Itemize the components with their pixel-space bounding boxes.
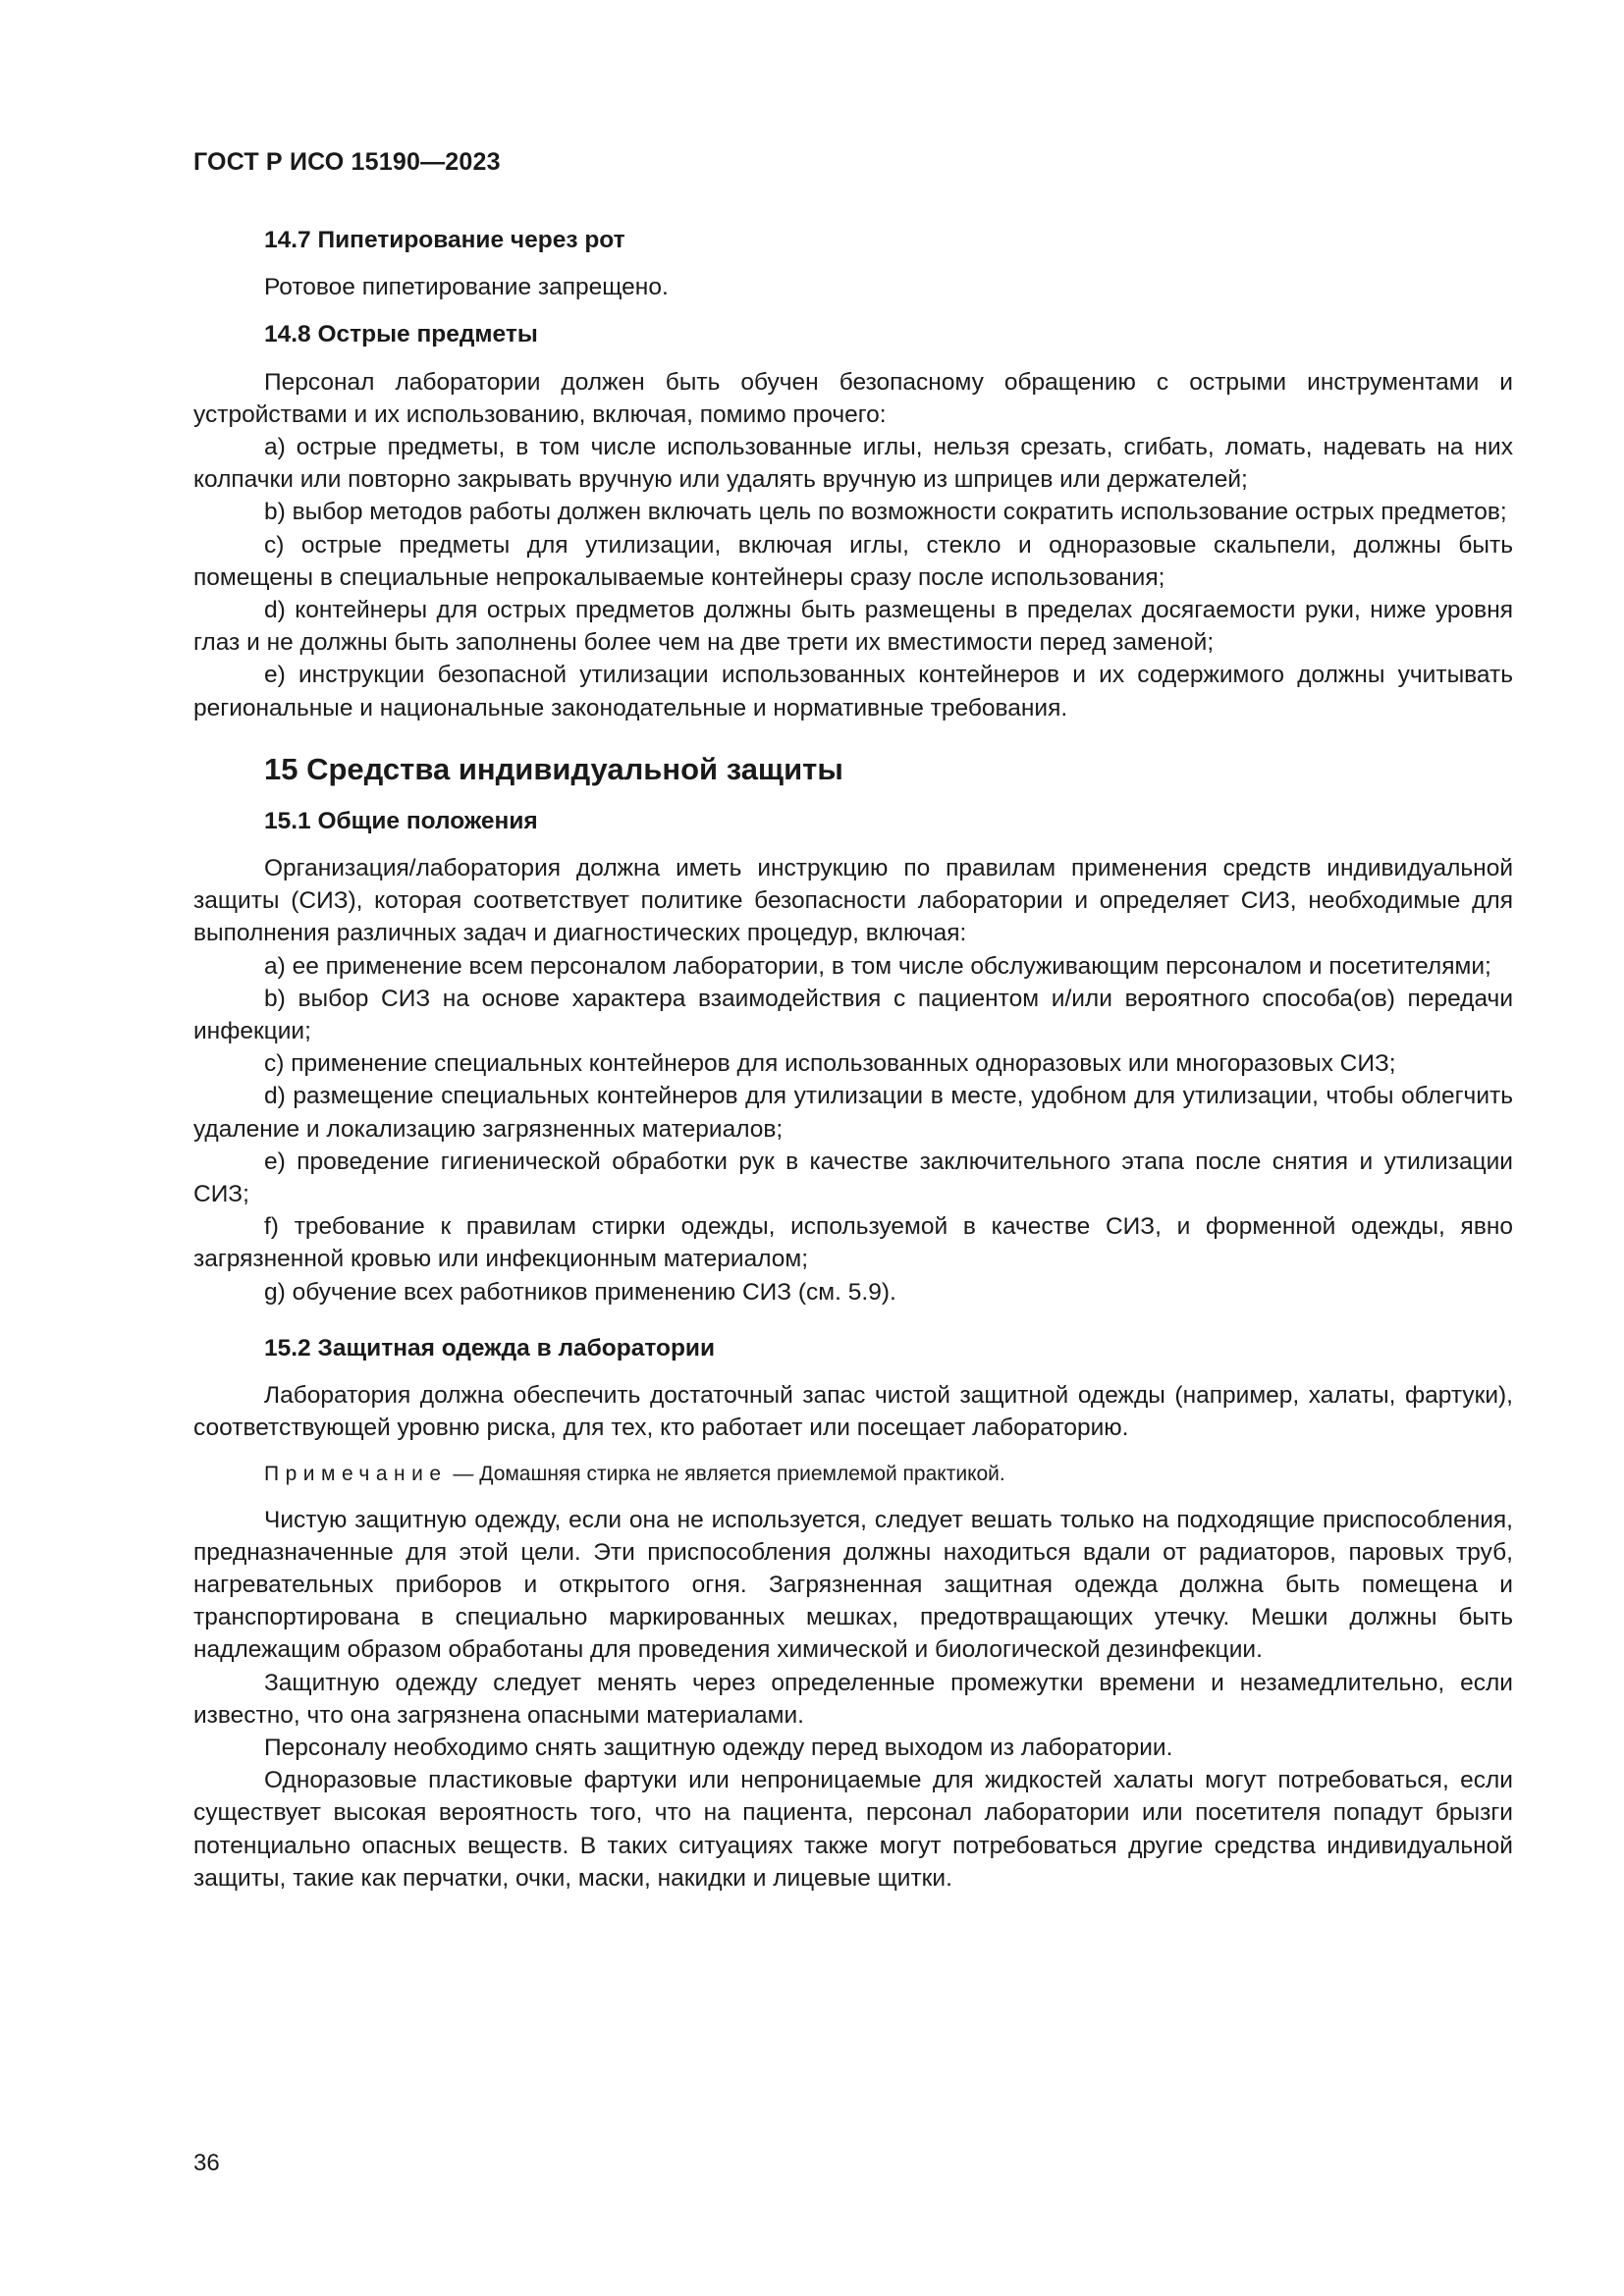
section-15-1-intro: Организация/лаборатория должна иметь инструкцию по правилам применения средств индивидуальной защиты (СИЗ), которая соответствует политике безопасности лаборатории и определяет СИЗ, необходимые для выполнения различных задач и диагностических процедур, включая: [193,855,1513,947]
section-15-2-title: 15.2 Защитная одежда в лаборатории [264,1334,716,1362]
section-15-2-paragraph-4: Персоналу необходимо снять защитную одежду перед выходом из лаборатории. [264,1734,1173,1761]
list-item: g) обучение всех работников применению СИЗ (см. 5.9). [264,1278,896,1306]
list-item: b) выбор методов работы должен включать цель по возможности сократить использование острых предметов; [264,499,1507,526]
list-item: e) инструкции безопасной утилизации использованных контейнеров и их содержимого должны учитывать региональные и национальные законодательные и нормативные требования. [193,662,1513,721]
list-item: d) размещение специальных контейнеров для утилизации в месте, удобном для утилизации, чтобы облегчить удаление и локализацию загрязненных материалов; [193,1083,1513,1143]
page-number: 36 [193,2150,220,2176]
document-body [193,224,1513,1895]
list-item: e) проведение гигиенической обработки рук в качестве заключительного этапа после снятия и утилизации СИЗ; [193,1148,1513,1208]
list-item: c) применение специальных контейнеров для использованных одноразовых или многоразовых СИЗ; [264,1050,1396,1078]
note-label: Примечание [264,1462,448,1485]
section-14-8-title: 14.8 Острые предметы [264,321,538,348]
list-item: f) требование к правилам стирки одежды, используемой в качестве СИЗ, и форменной одежды, явно загрязненной кровью или инфекционным материалом; [193,1213,1513,1273]
note-text: — Домашняя стирка не является приемлемой практикой. [447,1462,1005,1485]
section-15-2-paragraph-1: Лаборатория должна обеспечить достаточный запас чистой защитной одежды (например, халаты, фартуки), соответствующей уровню риска, для тех, кто работает или посещает лабораторию. [193,1382,1513,1442]
section-15-title: 15 Средства индивидуальной защиты [264,751,843,786]
section-15-2-paragraph-3: Защитную одежду следует менять через определенные промежутки времени и незамедлительно, если известно, что она загрязнена опасными материалами. [193,1669,1513,1729]
section-15-1-title: 15.1 Общие положения [264,807,538,834]
section-15-2-paragraph-2: Чистую защитную одежду, если она не используется, следует вешать только на подходящие приспособления, предназначенные для этой цели. Эти приспособления должны находиться вдали от радиаторов, паровых труб, нагревательных приборов и открытого огня. Загрязненная защитная одежда должна быть помещена и транспортирована в специально маркированных мешках, предотвращающих утечку. Мешки должны быть надлежащим образом обработаны для проведения химической и биологической дезинфекции. [193,1506,1513,1664]
list-item: c) острые предметы для утилизации, включая иглы, стекло и одноразовые скальпели, должны быть помещены в специальные непрокалываемые контейнеры сразу после использования; [193,531,1513,591]
list-item: а) ее применение всем персоналом лаборатории, в том числе обслуживающим персоналом и посетителями; [264,952,1491,980]
section-14-7-title: 14.7 Пипетирование через рот [264,227,625,253]
list-item: а) острые предметы, в том числе использованные иглы, нельзя срезать, сгибать, ломать, надевать на них колпачки или повторно закрывать вручную или удалять вручную из шприцев или держателей; [193,434,1513,494]
section-14-7-paragraph: Ротовое пипетирование запрещено. [264,274,669,301]
document-header: ГОСТ Р ИСО 15190—2023 [193,148,501,176]
note [193,1460,1513,1489]
section-15-2-paragraph-5: Одноразовые пластиковые фартуки или непроницаемые для жидкостей халаты могут потребоваться, если существует высокая вероятность того, что на пациента, персонал лаборатории или посетителя попадут брызги потенциально опасных веществ. В таких ситуациях также могут потребоваться другие средства индивидуальной защиты, такие как перчатки, очки, маски, накидки и лицевые щитки. [193,1767,1513,1892]
list-item: d) контейнеры для острых предметов должны быть размещены в пределах досягаемости руки, ниже уровня глаз и не должны быть заполнены более чем на две трети их вместимости перед заменой; [193,597,1513,657]
list-item: b) выбор СИЗ на основе характера взаимодействия с пациентом и/или вероятного способа(ов) передачи инфекции; [193,985,1513,1045]
section-14-8-intro: Персонал лаборатории должен быть обучен безопасному обращению с острыми инструментами и устройствами и их использованию, включая, помимо прочего: [193,368,1513,428]
